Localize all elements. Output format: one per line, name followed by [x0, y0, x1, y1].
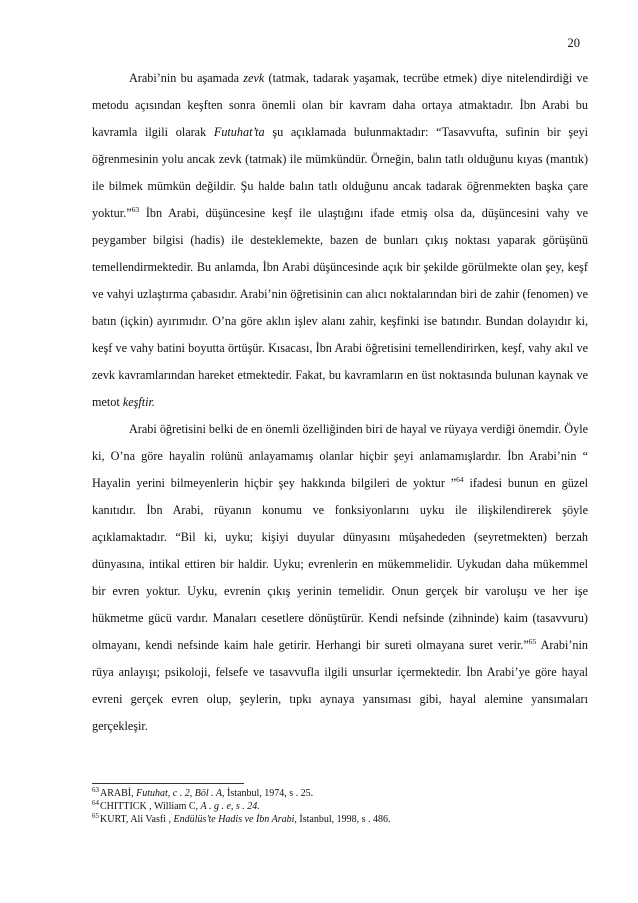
text-run: Arabi’nin rüya anlayışı; psikoloji, felsefe ve tasavvufla ilgili unsurlar içermektedir. İbn Arabi’ye göre hayal evreni gerçek evren olup, şeylerin, tıpkı aynaya yansıması gibi, hayal alemine yansımaları gerçekleşir.: [92, 638, 588, 733]
footnote-italic-text: A . g . e, s . 24.: [200, 801, 260, 812]
italic-title-futuhat: Futuhat’ta: [213, 125, 265, 139]
footnote-number: 65: [92, 811, 99, 820]
text-run: şu açıklamada bulunmaktadır: “Tasavvufta, sufinin bir şeyi öğrenmesinin yolu ancak zevk (tatmak) ile mümkündür. Örneğin, balın tatlı olduğunu kıyas (mantık) ile bilmek mümkün değildir. Şu halde balın tatlı olduğunu ancak tadarak öğrenmekten başka çare yoktur.”: [92, 125, 588, 220]
text-run: ifadesi bunun en güzel kanıtıdır. İbn Arabi, rüyanın konumu ve fonksiyonlarını uyku ile ilişkilendirerek şöyle açıklamaktadır. “Bil ki, uyku; kişiyi duyular dünyasını müşahededen (seyretmekten) berzah dünyasına, intikal ettiren bir haldir. Uyku; evrenlerin en mükemmelidir. Uykudan daha mükemmel bir evren yoktur. Uyku, evrenin çıkış yerinin temelidir. Onun gerçek bir varoluşu ve her işe hükmetme gücü vardır. Manaları cesetlere dönüştürür. Kendi nefsinde (zihninde) kaim (tasavvuru) olmayanı, kendi nefsinde kaim hale getirir. Herhangi bir sureti olmayana suret verir.”: [92, 476, 588, 652]
footnote-reference-63[interactable]: 63: [131, 204, 140, 214]
footnote-italic-text: Futuhat, c . 2, Böl . A: [136, 788, 223, 799]
footnote-italic-text: Endülüs’te Hadis ve İbn Arabi,: [173, 814, 297, 825]
footnote-65: [92, 813, 588, 826]
footnote-text: , İstanbul, 1974, s . 25.: [222, 788, 314, 799]
footnote-63: [92, 787, 588, 800]
footnote-64: [92, 800, 588, 813]
text-run: Arabi öğretisini belki de en önemli özelliğinden biri de hayal ve rüyaya verdiği önemdir. Öyle ki, O’na göre hayalin rolünü anlayamamış olanlar hiçbir şeyi anlamamışlardır. İbn Arabi’nin “ Hayalin yerini bilmeyenlerin hiçbir şey hakkında bilgileri de yoktur ”: [92, 422, 588, 490]
paragraph-zevk: [92, 65, 588, 416]
body-text: [92, 65, 588, 740]
footnote-text: CHITTICK , William C,: [100, 801, 201, 812]
footnotes: [92, 787, 588, 826]
text-run: (tatmak, tadarak yaşamak, tecrübe etmek) diye nitelendirdiği ve metodu açısından keşften sonra önemli olan bir kavram daha ortaya atmaktadır. İbn Arabi bu kavramla ilgili olarak: [92, 71, 588, 139]
footnote-reference-64[interactable]: 64: [456, 474, 464, 484]
footnote-reference-65[interactable]: 65: [528, 636, 537, 646]
footnote-text: KURT, Ali Vasfi ,: [100, 814, 174, 825]
footnote-text: ARABİ,: [100, 788, 137, 799]
text-run: İbn Arabi, düşüncesine keşf ile ulaştığını ifade etmiş olsa da, düşüncesini vahy ve peygamber bilgisi (hadis) ile desteklemekte, bazen de bunları çıkış noktası yaparak görüşünü temellendirmektedir. Bu anlamda, İbn Arabi düşüncesinde açık bir şekilde görülmekte olan şey, keşf ve vahyi uzlaştırma çabasıdır. Arabi’nin öğretisinin can alıcı noktalarından biri de zahir (fenomen) ve batın (içkin) ayırımıdır. O’na göre aklın işlev alanı zahir, keşfinki ise batındır. Bundan dolayıdır ki, keşf ve vahy batini boyutta örtüşür. Kısacası, İbn Arabi öğretisini temellendirirken, keşf, vahy akıl ve zevk kavramlarından hareket etmektedir. Fakat, bu kavramların en üst noktasında bulunan kaynak ve metot: [92, 206, 588, 409]
footnote-number: 63: [92, 785, 99, 794]
paragraph-hayal-ruya: [92, 416, 588, 740]
footnote-text: İstanbul, 1998, s . 486.: [296, 814, 391, 825]
italic-term-zevk: zevk: [243, 71, 265, 85]
text-run: Arabi’nin bu aşamada: [129, 71, 244, 85]
footnote-number: 64: [92, 798, 99, 807]
footnote-divider: [92, 783, 244, 784]
italic-term-kesftir: keşftir.: [122, 395, 155, 409]
page-number: 20: [567, 36, 580, 50]
